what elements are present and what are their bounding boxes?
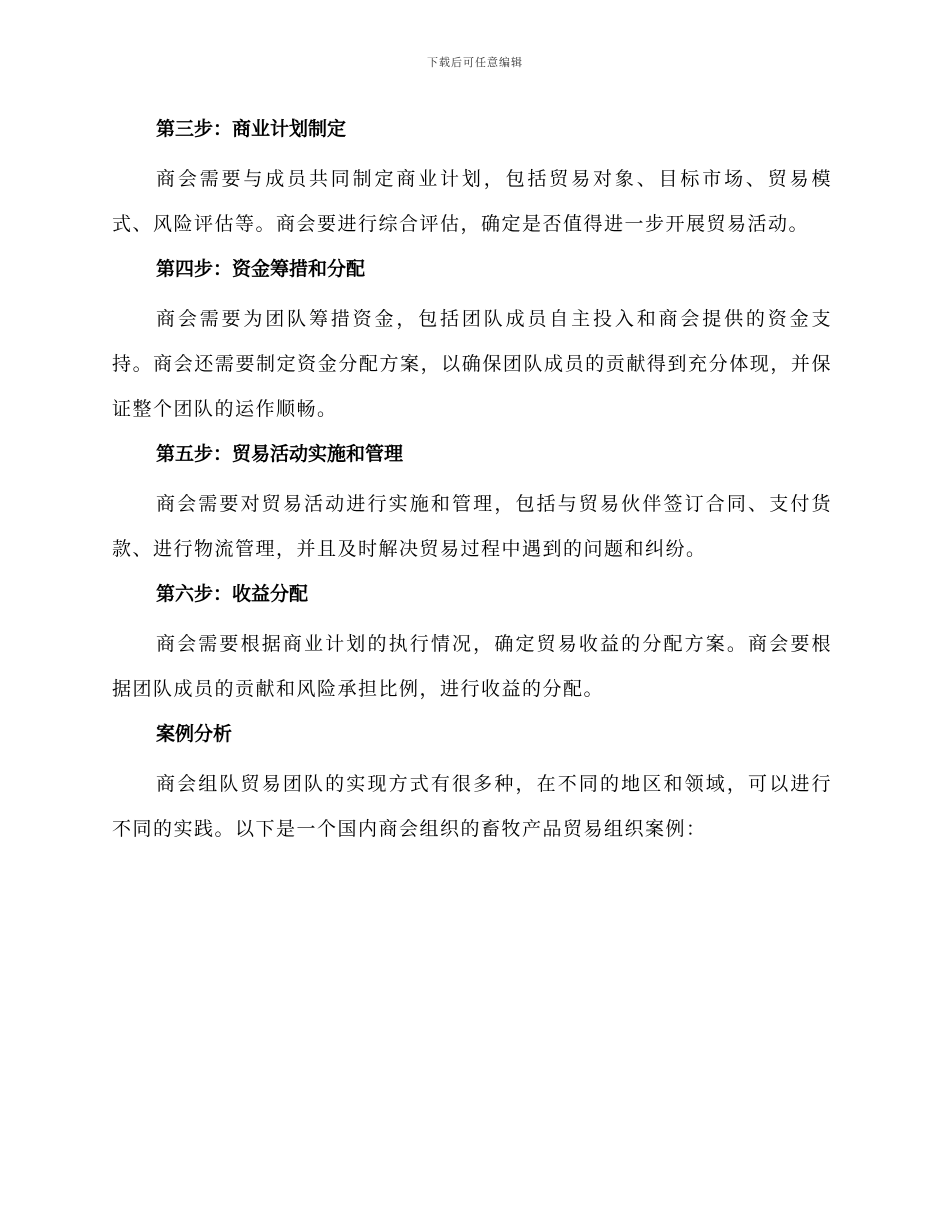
header-note: 下载后可任意编辑 <box>427 56 523 69</box>
section-heading-case-study: 案例分析 <box>156 723 233 745</box>
section-paragraph-step-3: 商会需要与成员共同制定商业计划，包括贸易对象、目标市场、贸易模式、风险评估等。商会要进行综合评估，确定是否值得进一步开展贸易活动。 <box>112 168 832 235</box>
section-heading-step-3: 第三步：商业计划制定 <box>156 118 347 140</box>
document-body <box>112 112 832 857</box>
section-heading-step-5: 第五步：贸易活动实施和管理 <box>156 443 404 465</box>
section-paragraph-step-4: 商会需要为团队筹措资金，包括团队成员自主投入和商会提供的资金支持。商会还需要制定资金分配方案，以确保团队成员的贡献得到充分体现，并保证整个团队的运作顺畅。 <box>112 308 832 420</box>
section-paragraph-step-6: 商会需要根据商业计划的执行情况，确定贸易收益的分配方案。商会要根据团队成员的贡献和风险承担比例，进行收益的分配。 <box>112 633 832 700</box>
section-paragraph-case-study: 商会组队贸易团队的实现方式有很多种，在不同的地区和领域，可以进行不同的实践。以下是一个国内商会组织的畜牧产品贸易组织案例： <box>112 773 832 840</box>
section-paragraph-step-5: 商会需要对贸易活动进行实施和管理，包括与贸易伙伴签订合同、支付货款、进行物流管理，并且及时解决贸易过程中遇到的问题和纠纷。 <box>112 493 832 560</box>
section-heading-step-4: 第四步：资金筹措和分配 <box>156 258 366 280</box>
section-heading-step-6: 第六步：收益分配 <box>156 583 309 605</box>
